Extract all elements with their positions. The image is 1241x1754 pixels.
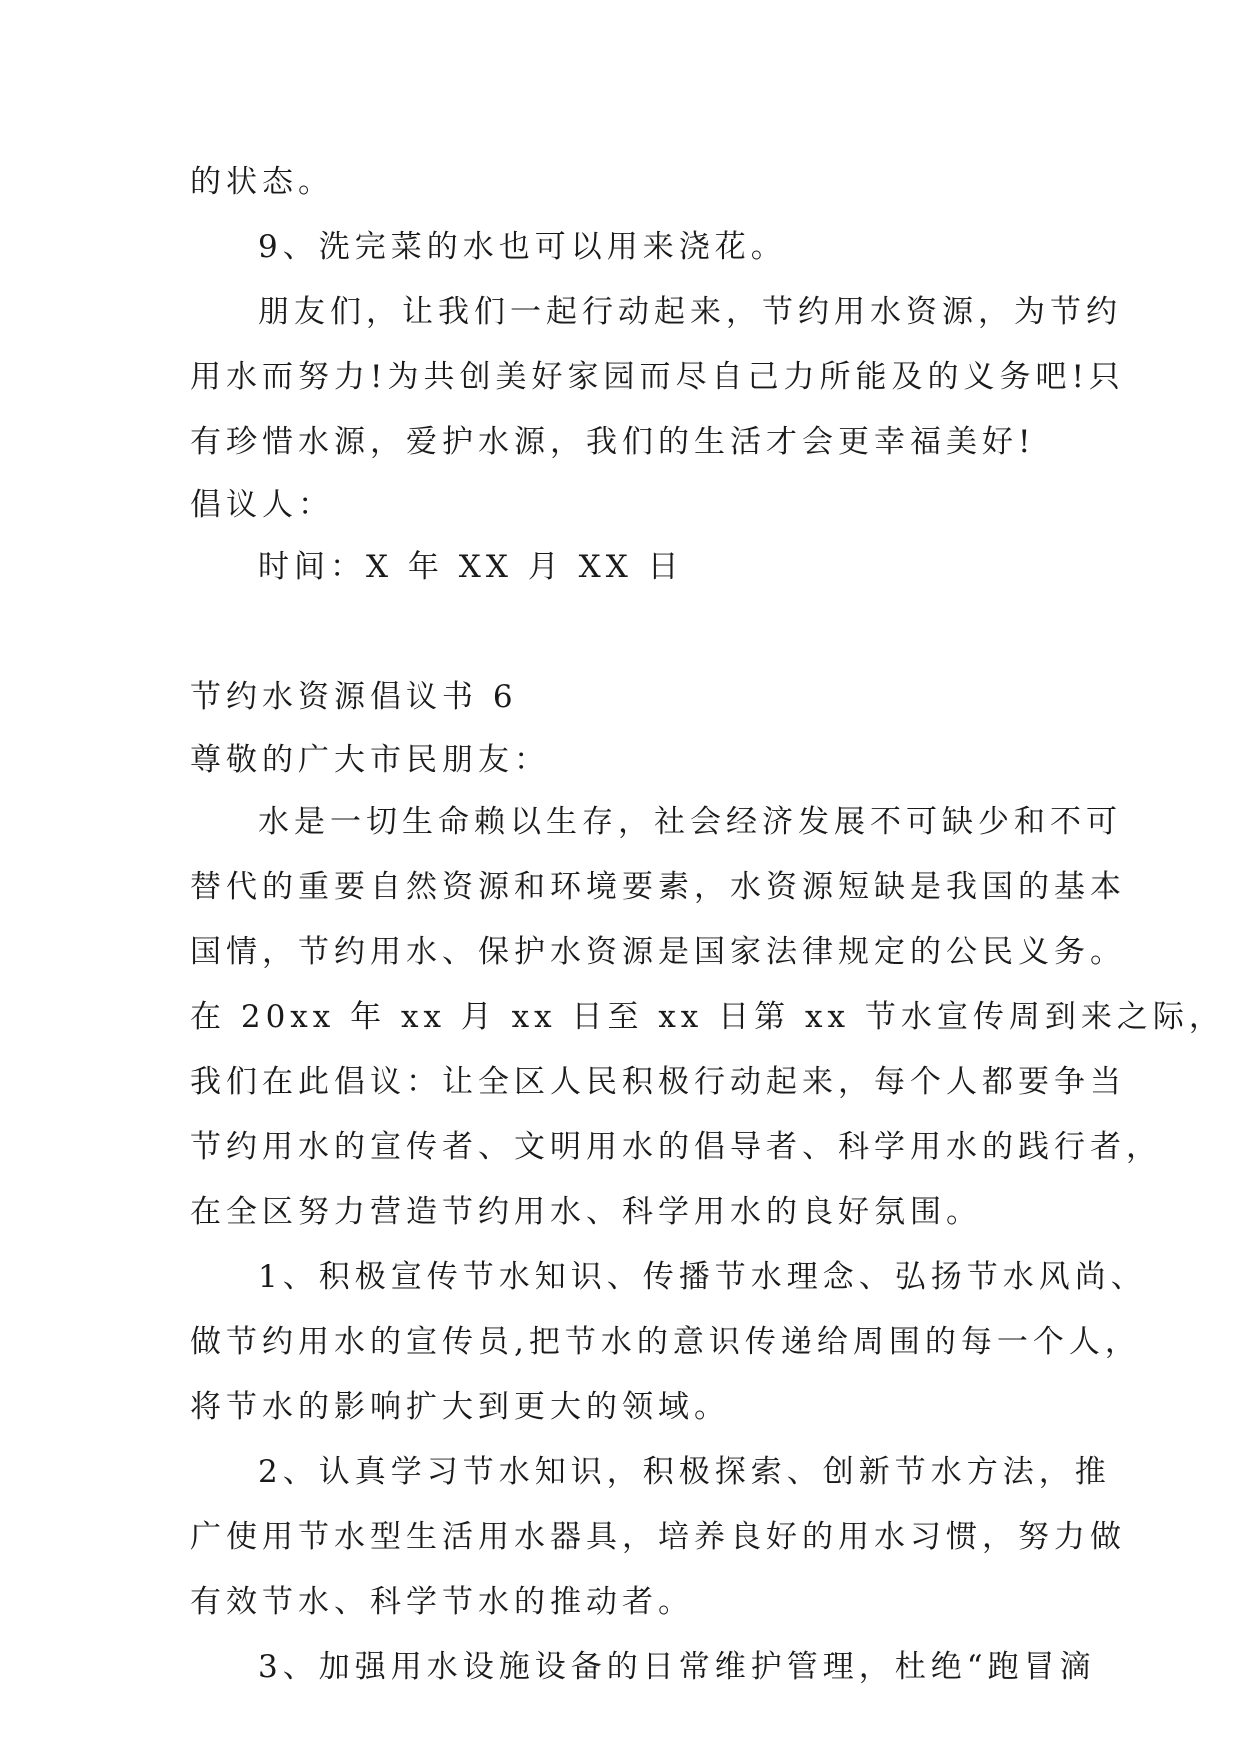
list-item-9: 9、洗完菜的水也可以用来浇花。 bbox=[258, 229, 787, 265]
document-body bbox=[190, 150, 1225, 1700]
paragraph-line: 的状态。 bbox=[190, 164, 334, 200]
intro-paragraph-line: 水是一切生命赖以生存，社会经济发展不可缺少和不可 bbox=[258, 804, 1122, 840]
list-item-2-line: 有效节水、科学节水的推动者。 bbox=[190, 1584, 694, 1620]
list-item-1-line: 将节水的影响扩大到更大的领域。 bbox=[190, 1389, 730, 1425]
intro-paragraph-line: 节约用水的宣传者、文明用水的倡导者、科学用水的践行者， bbox=[190, 1129, 1162, 1165]
section-title: 节约水资源倡议书 6 bbox=[190, 679, 518, 715]
date-line: 时间：X 年 XX 月 XX 日 bbox=[258, 549, 684, 585]
intro-paragraph-line: 我们在此倡议：让全区人民积极行动起来，每个人都要争当 bbox=[190, 1064, 1126, 1100]
list-item-2-line: 2、认真学习节水知识，积极探索、创新节水方法，推 bbox=[258, 1454, 1111, 1490]
closing-paragraph-line: 用水而努力!为共创美好家园而尽自己力所能及的义务吧!只 bbox=[190, 359, 1125, 395]
intro-paragraph-line: 国情，节约用水、保护水资源是国家法律规定的公民义务。 bbox=[190, 934, 1126, 970]
list-item-1-line: 1、积极宣传节水知识、传播节水理念、弘扬节水风尚、 bbox=[258, 1259, 1147, 1295]
intro-paragraph-line: 在 20xx 年 xx 月 xx 日至 xx 日第 xx 节水宣传周到来之际， bbox=[190, 999, 1225, 1035]
section-spacer bbox=[190, 600, 1070, 665]
intro-paragraph-line: 替代的重要自然资源和环境要素，水资源短缺是我国的基本 bbox=[190, 869, 1126, 905]
proposer-label: 倡议人： bbox=[190, 487, 334, 523]
closing-paragraph-line: 有珍惜水源，爱护水源，我们的生活才会更幸福美好! bbox=[190, 424, 1036, 460]
salutation: 尊敬的广大市民朋友： bbox=[190, 742, 550, 778]
intro-paragraph-line: 在全区努力营造节约用水、科学用水的良好氛围。 bbox=[190, 1194, 982, 1230]
closing-paragraph-line: 朋友们，让我们一起行动起来，节约用水资源，为节约 bbox=[258, 294, 1122, 330]
list-item-2-line: 广使用节水型生活用水器具，培养良好的用水习惯，努力做 bbox=[190, 1519, 1126, 1555]
list-item-1-line: 做节约用水的宣传员,把节水的意识传递给周围的每一个人， bbox=[190, 1324, 1141, 1360]
list-item-3-line: 3、加强用水设施设备的日常维护管理，杜绝“跑冒滴 bbox=[258, 1649, 1096, 1685]
